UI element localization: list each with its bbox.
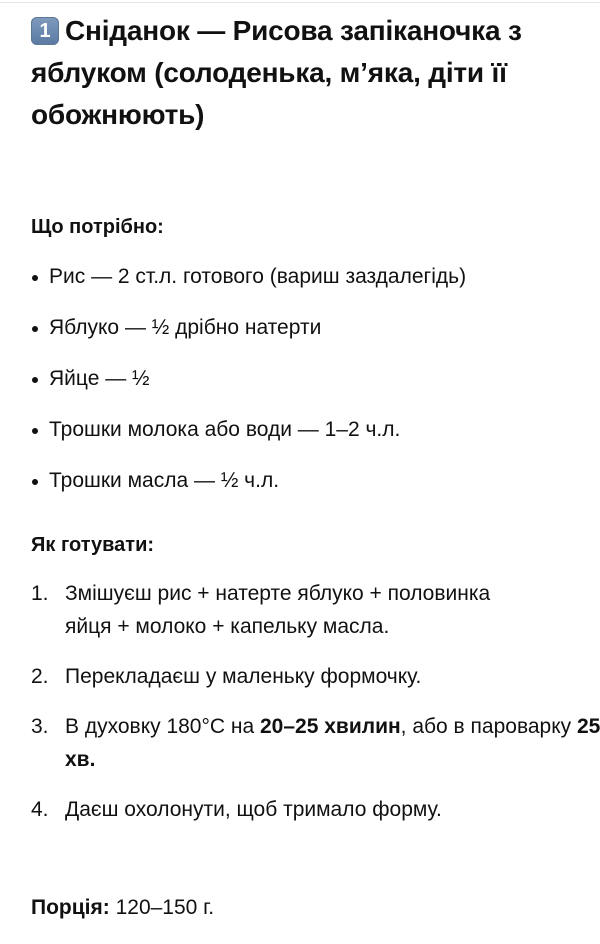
step-text: Змішуєш рис + натерте яблуко + половинка яйця + молоко + капельку масла. bbox=[65, 582, 491, 638]
step-number: 4. bbox=[31, 798, 49, 821]
recipe-card bbox=[31, 10, 600, 919]
recipe-title-text: Сніданок — Рисова запіканочка з яблуком (солоденька, м’яка, діти її обожнюють) bbox=[31, 15, 522, 130]
step-text: Даєш охолонути, щоб тримало форму. bbox=[65, 798, 442, 821]
step-item bbox=[31, 793, 591, 826]
ingredient-item: Трошки масла — ½ ч.л. bbox=[31, 467, 466, 518]
ingredient-item: Рис — 2 ст.л. готового (вариш заздалегідь) bbox=[31, 263, 466, 314]
bullet-icon bbox=[32, 326, 38, 332]
bullet-icon bbox=[32, 428, 38, 434]
ingredients-heading: Що потрібно: bbox=[31, 216, 164, 238]
ingredient-item: Яйце — ½ bbox=[31, 365, 466, 416]
bullet-icon bbox=[32, 479, 38, 485]
steps-heading: Як готувати: bbox=[31, 534, 155, 556]
step-item bbox=[31, 577, 495, 643]
step-text: Перекладаєш у маленьку формочку. bbox=[65, 665, 422, 688]
recipe-title bbox=[31, 10, 591, 136]
step-number: 3. bbox=[31, 715, 49, 738]
ingredient-item: Трошки молока або води — 1–2 ч.л. bbox=[31, 416, 466, 467]
portion-value: 120–150 г. bbox=[109, 896, 215, 919]
top-divider bbox=[0, 2, 600, 3]
portion-line bbox=[31, 896, 214, 920]
steam-time-emphasis: 25 хв. bbox=[65, 715, 600, 771]
bullet-icon bbox=[32, 377, 38, 383]
step-number: 1. bbox=[31, 582, 49, 605]
step-number: 2. bbox=[31, 665, 49, 688]
step-item bbox=[31, 710, 600, 776]
steps-list bbox=[31, 577, 600, 826]
ingredients-list bbox=[31, 263, 466, 518]
ingredient-item: Яблуко — ½ дрібно натерти bbox=[31, 314, 466, 365]
bullet-icon bbox=[32, 275, 38, 281]
keycap-one-icon: 1 bbox=[31, 17, 59, 45]
step-text: В духовку 180°C на 20–25 хвилин, або в пароварку 25 хв. bbox=[65, 715, 600, 771]
bake-time-emphasis: 20–25 хвилин bbox=[260, 715, 401, 738]
step-item bbox=[31, 660, 591, 693]
portion-label: Порція: bbox=[31, 896, 110, 919]
